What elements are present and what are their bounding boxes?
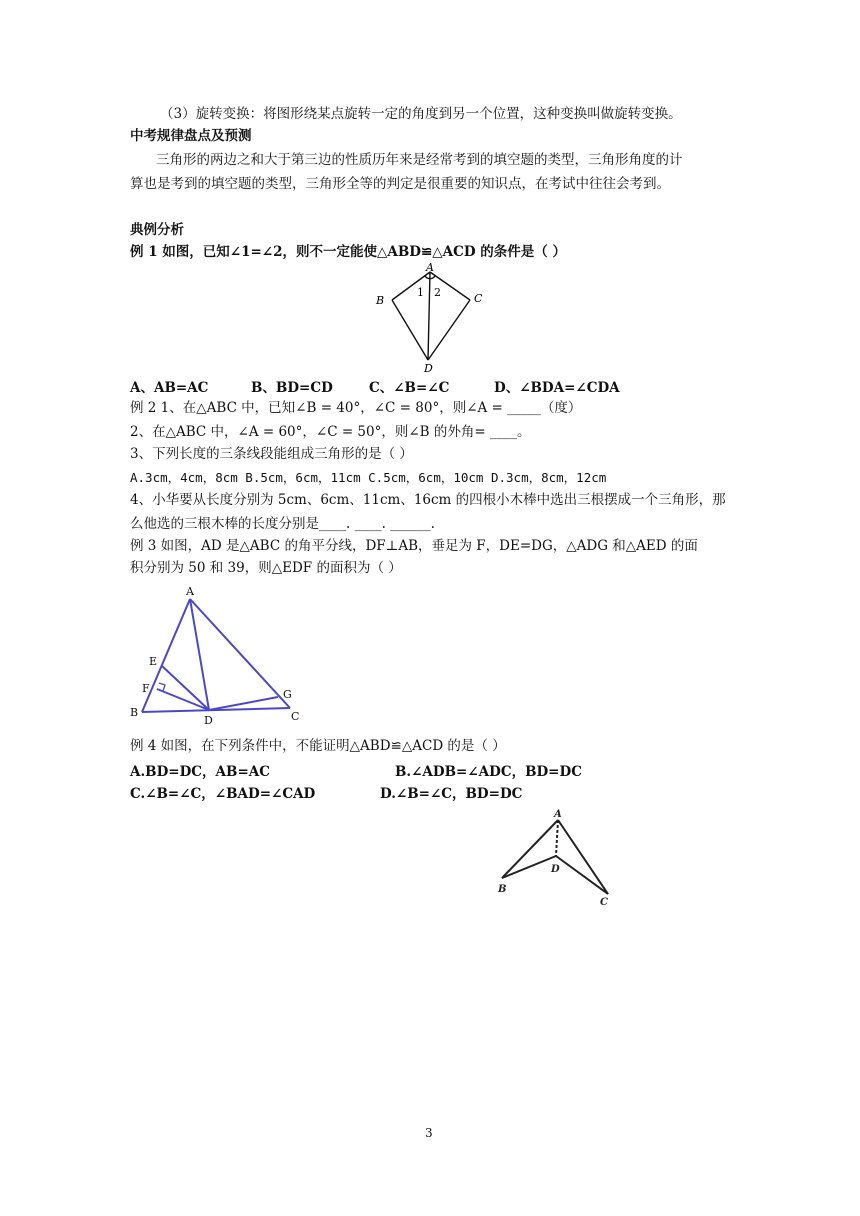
label-angle-2: 2: [434, 286, 441, 299]
example2-q1: 例 2 1、在△ABC 中，已知∠B = 40°，∠C = 80°，则∠A = _____（度）: [130, 400, 582, 416]
example1-question: 例 1 如图，已知∠1=∠2，则不一定能使△ABD≌△ACD 的条件是（ ）: [130, 244, 567, 260]
example3-triangle-figure: [128, 584, 308, 726]
example4-option-a: A.BD=DC，AB=AC: [130, 764, 270, 780]
example4-option-d: D.∠B=∠C，BD=DC: [380, 786, 523, 802]
page-number: 3: [425, 1126, 433, 1140]
example1-option-b: B、BD=CD: [251, 380, 333, 396]
segment-AD: [556, 820, 558, 856]
example2-q3: 3、下列长度的三条线段能组成三角形的是（ ）: [130, 446, 413, 462]
example2-q2: 2、在△ABC 中，∠A = 60°，∠C = 50°，则∠B 的外角= ____。: [130, 424, 531, 440]
segment-BD: [392, 300, 428, 360]
section-heading-trends: 中考规律盘点及预测: [130, 128, 252, 144]
example2-q3-options: A.3cm，4cm，8cm B.5cm，6cm，11cm C.5cm，6cm，10cm D.3cm，8cm，12cm: [130, 470, 607, 485]
example3-line1: 例 3 如图，AD 是△ABC 的角平分线，DF⊥AB，垂足为 F，DE=DG，△ADG 和△AED 的面: [130, 538, 698, 554]
section-heading-examples: 典例分析: [130, 222, 184, 238]
segment-BD: [502, 856, 556, 878]
intro-paragraph-line2: 算也是考到的填空题的类型，三角形全等的判定是很重要的知识点，在考试中往往会考到。: [130, 176, 670, 192]
segment-DC: [556, 856, 608, 894]
segment-CD: [428, 300, 470, 360]
example1-option-c: C、∠B=∠C: [369, 380, 450, 396]
example1-option-d: D、∠BDA=∠CDA: [494, 380, 620, 396]
segment-AD: [428, 272, 430, 360]
label-C: C: [474, 292, 483, 305]
label-D: D: [204, 714, 213, 726]
label-F: F: [142, 682, 150, 695]
example2-q4-line2: 么他选的三根木棒的长度分别是____. ____. ______.: [130, 516, 435, 532]
label-B: B: [498, 884, 507, 895]
segment-AB: [392, 272, 430, 300]
example2-q4-line1: 4、小华要从长度分别为 5cm、6cm、11cm、16cm 的四根小木棒中选出三根摆成一个三角形，那: [130, 492, 726, 508]
example4-question: 例 4 如图，在下列条件中，不能证明△ABD≌△ACD 的是（ ）: [130, 738, 506, 754]
label-D: D: [424, 362, 433, 374]
label-G: G: [283, 688, 292, 701]
label-C: C: [291, 710, 300, 723]
label-C: C: [600, 897, 608, 908]
label-A: A: [186, 585, 194, 598]
example4-option-c: C.∠B=∠C，∠BAD=∠CAD: [130, 786, 316, 802]
example1-option-a: A、AB=AC: [130, 380, 209, 396]
rotation-definition: （3）旋转变换：将图形绕某点旋转一定的角度到另一个位置，这种变换叫做旋转变换。: [160, 106, 682, 122]
example3-line2: 积分别为 50 和 39，则△EDF 的面积为（ ）: [130, 560, 402, 576]
label-A: A: [426, 262, 434, 274]
label-D: D: [551, 864, 560, 875]
example4-arrowhead-figure: [490, 806, 620, 916]
intro-paragraph-line1: 三角形的两边之和大于第三边的性质历年来是经常考到的填空题的类型，三角形角度的计: [156, 152, 683, 168]
example1-kite-figure: [370, 262, 490, 374]
segment-AC: [558, 820, 608, 894]
example4-option-b: B.∠ADB=∠ADC，BD=DC: [395, 764, 582, 780]
label-B: B: [130, 706, 139, 719]
segment-AB: [502, 820, 558, 878]
segment-FD: [157, 689, 209, 710]
label-A: A: [554, 809, 562, 820]
label-angle-1: 1: [417, 286, 424, 299]
label-B: B: [376, 294, 385, 307]
label-E: E: [149, 655, 158, 668]
